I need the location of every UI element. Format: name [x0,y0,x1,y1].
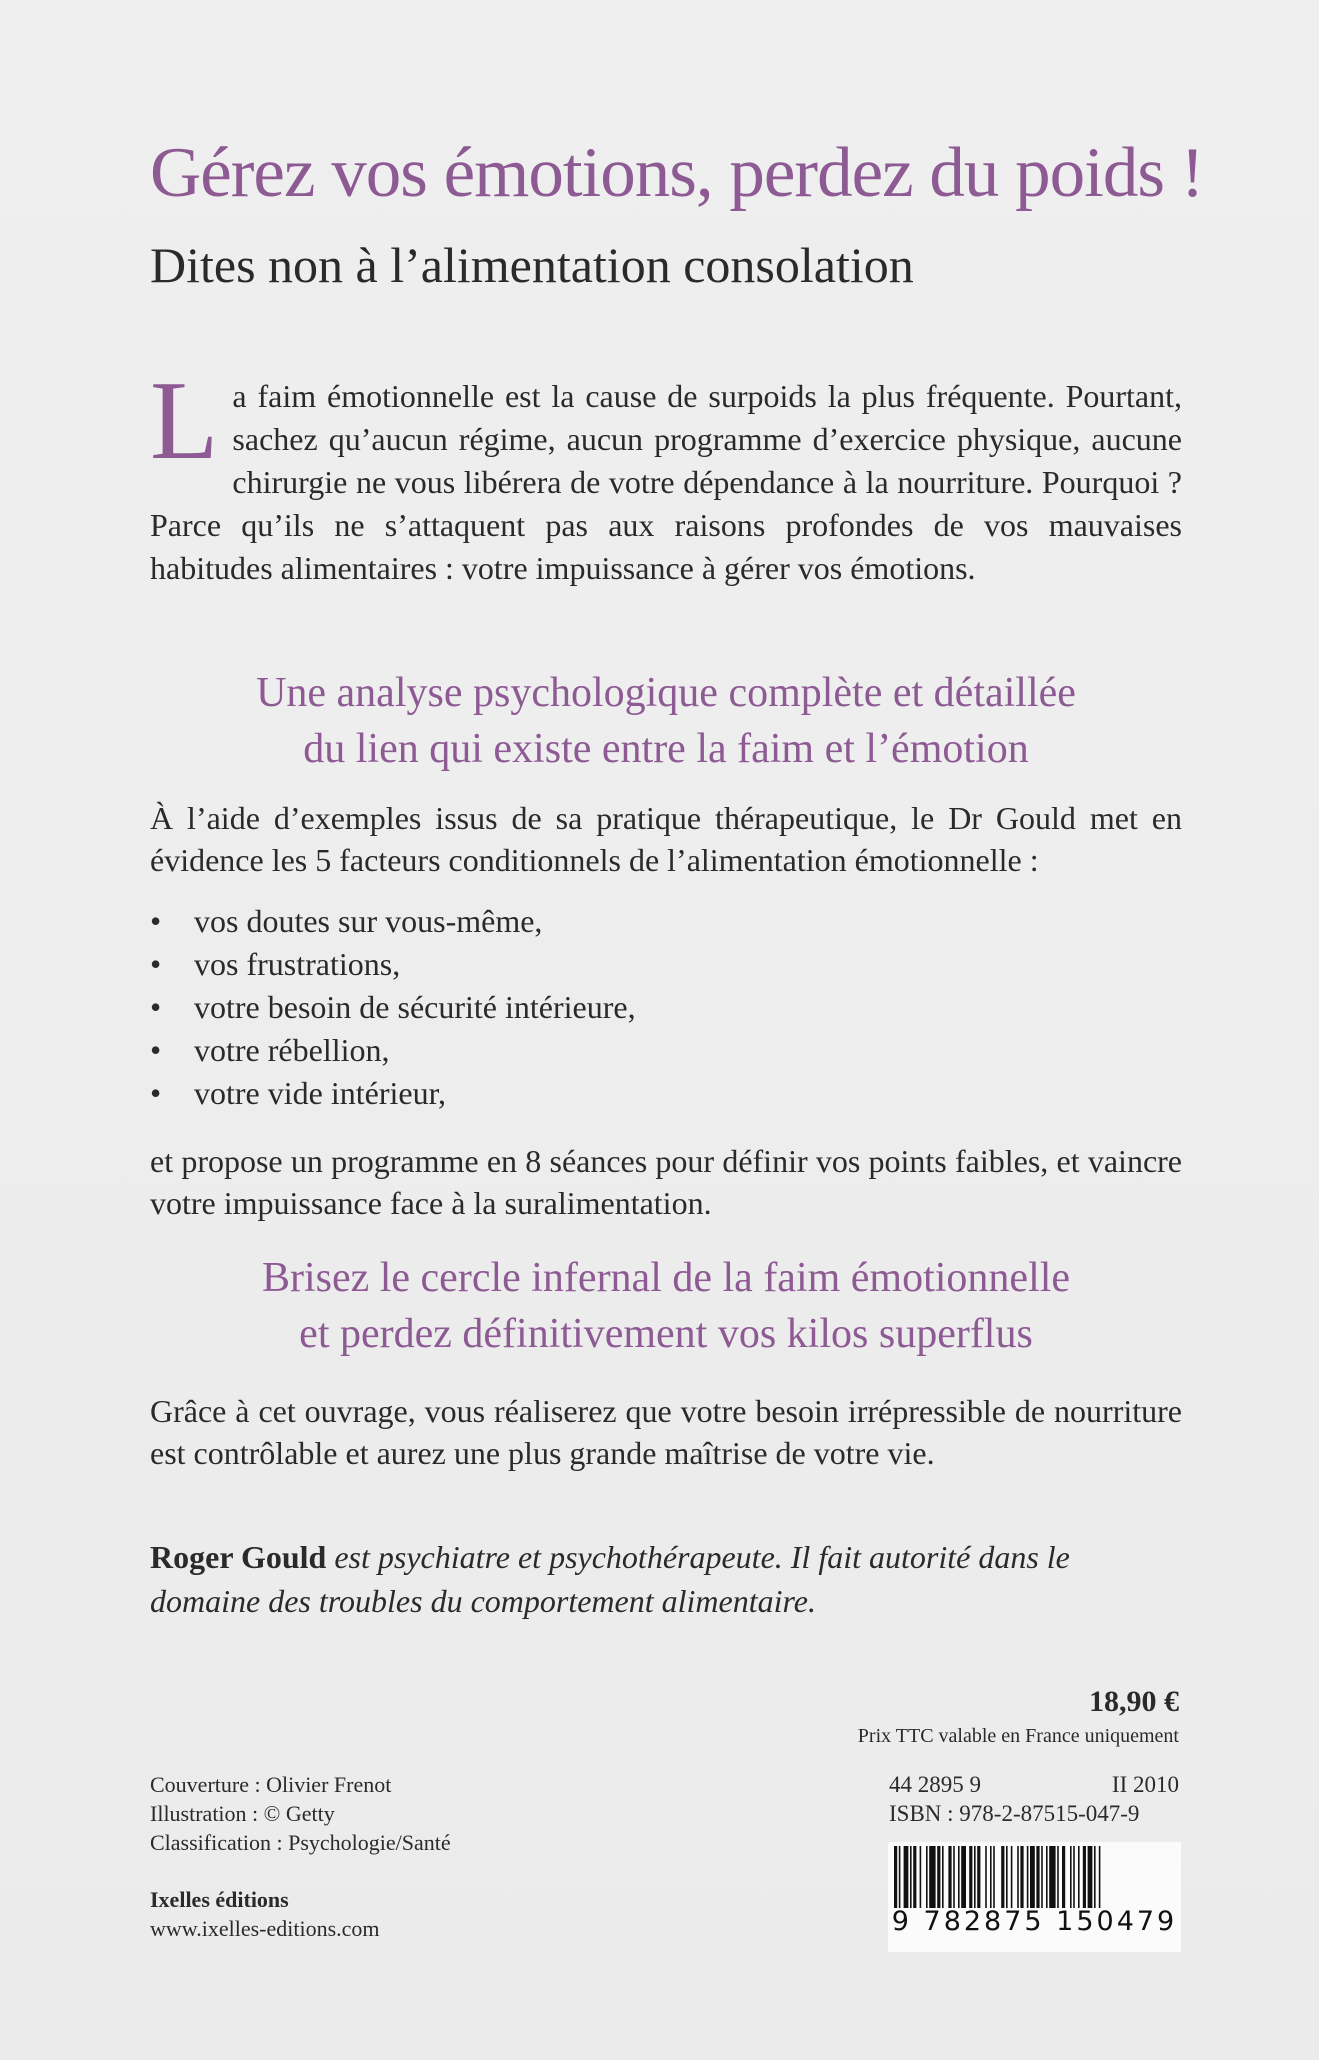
barcode-bar [1078,1846,1080,1908]
program-paragraph: et propose un programme en 8 séances pour définir vos points faibles, et vaincre votre impuissance face à la suralimentation. [150,1143,1182,1221]
barcode-bar [920,1846,922,1908]
intro-paragraph [150,359,1182,590]
list-item: • votre rébellion, [150,1029,1182,1072]
barcode-bar [1006,1846,1008,1908]
section-heading-analysis [150,665,1182,777]
factors-list [150,900,1182,1115]
section-heading-line: Brisez le cercle infernal de la faim émotionnelle [261,1255,1071,1301]
barcode-bar [1041,1846,1043,1908]
barcode-bar [1073,1846,1075,1908]
barcode-bar [942,1846,944,1908]
barcode-bar [1099,1846,1101,1908]
author-bio [150,1535,1182,1623]
credit-cover: Couverture : Olivier Frenot [150,1772,392,1797]
barcode-bar [1062,1846,1065,1908]
barcode-bar [910,1846,912,1908]
publisher-block [150,1885,380,1943]
main-title: Gérez vos émotions, perdez du poids ! [150,134,1204,212]
barcode [888,1842,1181,1952]
publisher-name: Ixelles éditions [150,1887,289,1912]
section-heading-line: du lien qui existe entre la faim et l’émotion [303,726,1029,772]
isbn: ISBN : 978-2-87515-047-9 [889,1801,1140,1826]
barcode-bar [961,1846,966,1908]
barcode-bar [1027,1846,1029,1908]
ref-line [889,1770,1179,1799]
barcode-bar [894,1846,897,1908]
barcode-bar [1057,1846,1059,1908]
credit-classification: Classification : Psychologie/Santé [150,1830,451,1855]
barcode-bar [948,1846,951,1908]
barcode-bar [926,1846,928,1908]
barcode-bar [937,1846,940,1908]
section-heading-line: Une analyse psychologique complète et détaillée [256,670,1076,716]
credit-illustration: Illustration : © Getty [150,1801,335,1826]
barcode-digits: 9 782875 150479 [891,1906,1178,1937]
barcode-bar [993,1846,995,1908]
codes-block [889,1770,1179,1828]
list-item: • vos doutes sur vous-même, [150,900,1182,943]
benefit-paragraph: Grâce à cet ouvrage, vous réaliserez que votre besoin irrépressible de nourriture est contrôlable et aurez une plus grande maîtrise de votre vie. [150,1393,1182,1471]
section-heading-line: et perdez définitivement vos kilos superflus [299,1311,1033,1357]
credits [150,1770,451,1857]
barcode-bar [899,1846,901,1908]
barcode-bar [977,1846,980,1908]
barcode-bar [904,1846,909,1908]
list-item: • votre besoin de sécurité intérieure, [150,986,1182,1029]
barcode-bar [958,1846,960,1908]
author-bio-text: est psychiatre et psychothérapeute. Il fait autorité dans le domaine des troubles du comportement alimentaire. [150,1539,1070,1619]
barcode-bar [1094,1846,1096,1908]
barcode-bar [953,1846,955,1908]
barcode-bar [1088,1846,1093,1908]
intro-text: a faim émotionnelle est la cause de surpoids la plus fréquente. Pourtant, sachez qu’aucun régime, aucun programme d’exercice physique, aucune chirurgie ne vous libérera de votre dépendance à la nourriture. Pourquoi ? Parce qu’ils ne s’attaquent pas aux raisons profondes de vos mauvaises habitudes alimentaires : votre impuissance à gérer vos émotions. [150,378,1182,586]
price-note: Prix TTC valable en France uniquement [857,1725,1179,1747]
barcode-bar [1011,1846,1013,1908]
subtitle: Dites non à l’alimentation consolation [150,237,914,293]
barcode-bar [985,1846,987,1908]
barcode-bar [969,1846,972,1908]
barcode-bar [974,1846,976,1908]
list-item: • votre vide intérieur, [150,1072,1182,1115]
barcode-bar [913,1846,916,1908]
barcode-bar [1036,1846,1039,1908]
barcode-bar [1030,1846,1035,1908]
ref-code: 44 2895 9 [889,1772,981,1797]
barcode-bar [1046,1846,1048,1908]
barcode-bar [1017,1846,1019,1908]
barcode-bar [1049,1846,1055,1908]
barcode-bar [1020,1846,1023,1908]
barcode-bars-icon [892,1846,1177,1912]
barcode-bar [1083,1846,1086,1908]
publisher-website: www.ixelles-editions.com [150,1916,380,1941]
edition-code: II 2010 [1111,1772,1179,1797]
barcode-bar [929,1846,935,1908]
price: 18,90 € [1089,1685,1179,1718]
list-item: • vos frustrations, [150,943,1182,986]
barcode-bar [1070,1846,1072,1908]
author-name: Roger Gould [150,1539,327,1575]
barcode-bar [1001,1846,1004,1908]
factors-intro-paragraph: À l’aide d’exemples issus de sa pratique thérapeutique, le Dr Gould met en évidence les 5 facteurs conditionnels de l’alimentation émotionnelle : [150,800,1182,878]
section-heading-circle [150,1250,1182,1362]
barcode-bar [990,1846,992,1908]
drop-cap: L [150,359,219,483]
